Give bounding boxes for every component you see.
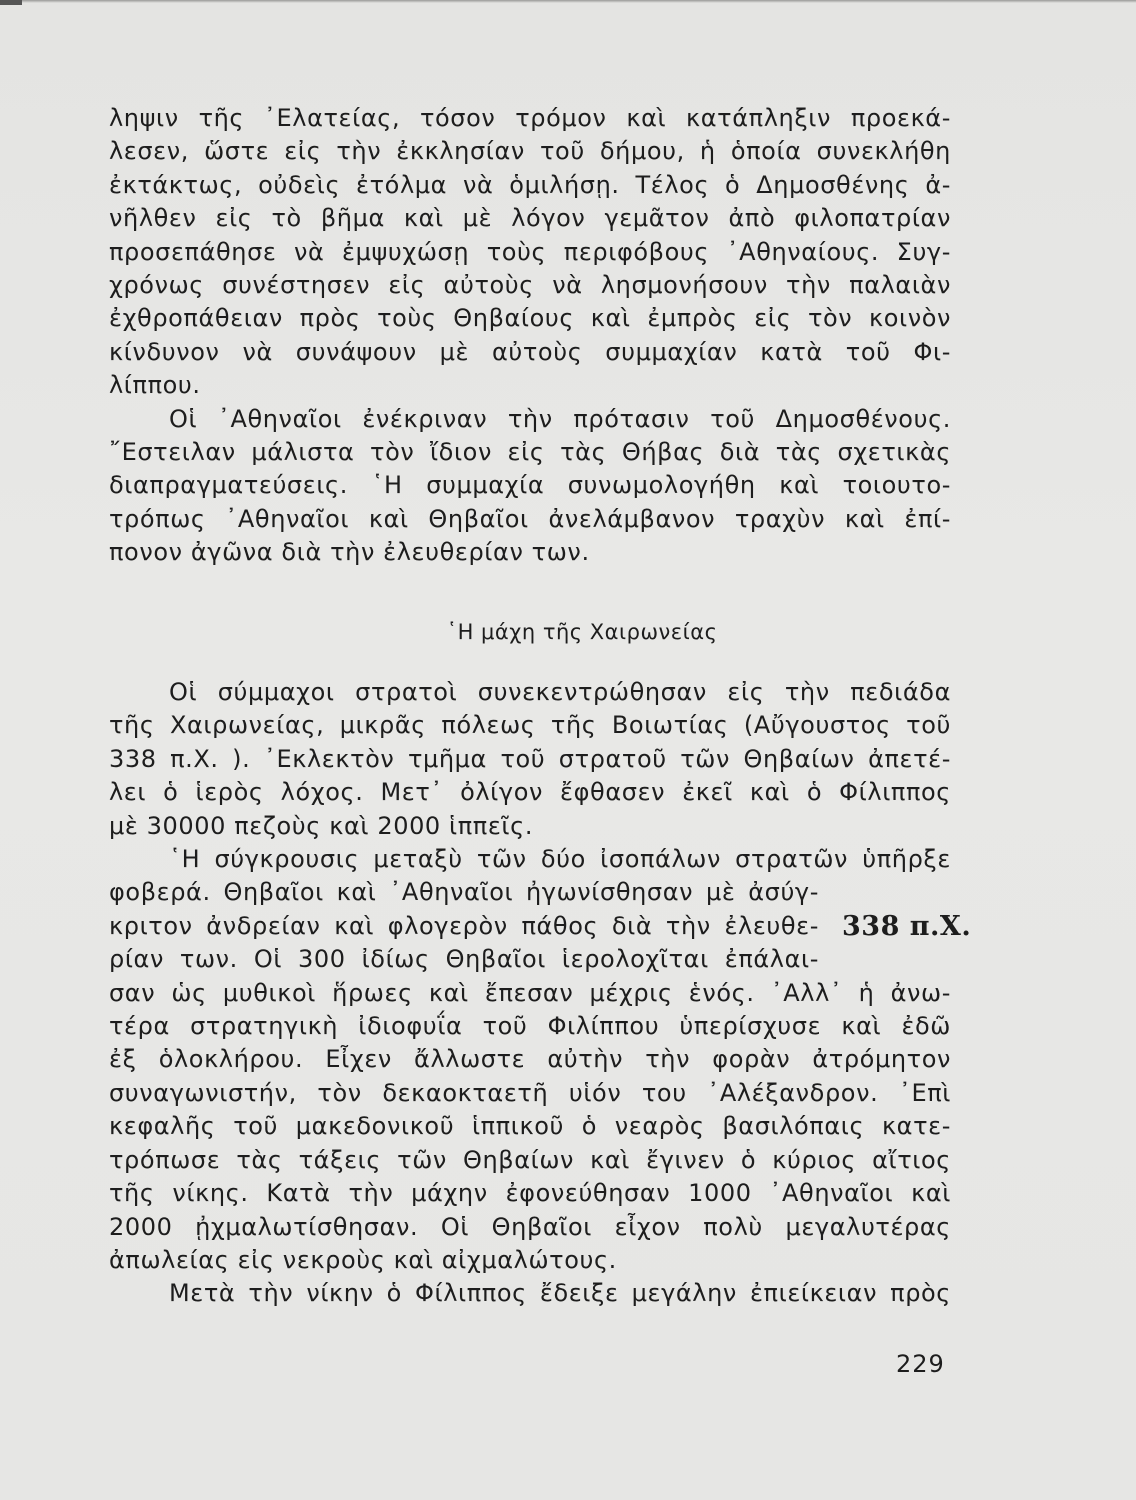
text-line: τῆς Χαιρωνείας, μικρᾶς πόλεως τῆς Βοιωτίας (Αὔγουστος τοῦ xyxy=(109,711,951,740)
text-line: μὲ 30000 πεζοὺς καὶ 2000 ἱππεῖς. xyxy=(109,811,534,840)
section-heading-text: ῾Η μάχη τῆς Χαιρωνείας xyxy=(446,620,718,644)
text-line: κεφαλῆς τοῦ μακεδονικοῦ ἱππικοῦ ὁ νεαρὸς βασιλόπαις κατε- xyxy=(109,1112,951,1141)
page-top-edge xyxy=(0,0,1136,3)
text-line: ῎Εστειλαν μάλιστα τὸν ἴδιον εἰς τὰς Θήβας διὰ τὰς σχετικὰς xyxy=(109,438,951,467)
text-line: κίνδυνον νὰ συνάψουν μὲ αὐτοὺς συμμαχίαν κατὰ τοῦ Φι- xyxy=(109,337,951,366)
text-line: τῆς νίκης. Κατὰ τὴν μάχην ἐφονεύθησαν 1000 ᾿Αθηναῖοι καὶ xyxy=(109,1179,951,1208)
corner-scan-mark xyxy=(0,0,22,5)
page-number: 229 xyxy=(896,1350,945,1378)
paragraph-2 xyxy=(109,403,951,570)
text-line: λεσεν, ὥστε εἰς τὴν ἐκκλησίαν τοῦ δήμου, ἡ ὁποία συνεκλήθη xyxy=(109,137,951,166)
paragraph-1 xyxy=(109,102,951,403)
text-line: ἐκτάκτως, οὐδεὶς ἐτόλμα νὰ ὁμιλήσῃ. Τέλος ὁ Δημοσθένης ἀ- xyxy=(109,170,951,199)
text-line: Οἱ ᾿Αθηναῖοι ἐνέκριναν τὴν πρότασιν τοῦ Δημοσθένους. xyxy=(169,404,951,433)
text-block-top xyxy=(109,102,951,570)
text-line: προσεπάθησε νὰ ἐμψυχώσῃ τοὺς περιφόβους ᾿Αθηναίους. Συγ- xyxy=(109,237,951,266)
text-line: νῆλθεν εἰς τὸ βῆμα καὶ μὲ λόγον γεμᾶτον ἀπὸ φιλοπατρίαν xyxy=(109,204,951,233)
text-line: τρόπωσε τὰς τάξεις τῶν Θηβαίων καὶ ἔγινεν ὁ κύριος αἴτιος xyxy=(109,1145,951,1174)
text-line: φοβερά. Θηβαῖοι καὶ ᾿Αθηναῖοι ἠγωνίσθησαν μὲ ἀσύγ- xyxy=(109,878,819,907)
text-line: πονον ἀγῶνα διὰ τὴν ἐλευθερίαν των. xyxy=(109,538,590,567)
text-line: λει ὁ ἱερὸς λόχος. Μετ᾿ ὀλίγον ἔφθασεν ἐκεῖ καὶ ὁ Φίλιππος xyxy=(109,778,951,807)
text-line: 2000 ᾐχμαλωτίσθησαν. Οἱ Θηβαῖοι εἶχον πολὺ μεγαλυτέρας xyxy=(109,1212,951,1241)
text-line: Οἱ σύμμαχοι στρατοὶ συνεκεντρώθησαν εἰς τὴν πεδιάδα xyxy=(169,678,951,706)
paragraph-3 xyxy=(109,676,951,843)
text-line: ἐχθροπάθειαν πρὸς τοὺς Θηβαίους καὶ ἐμπρὸς εἰς τὸν κοινὸν xyxy=(109,304,951,333)
text-line: τρόπως ᾿Αθηναῖοι καὶ Θηβαῖοι ἀνελάμβανον τραχὺν καὶ ἐπί- xyxy=(109,504,951,533)
text-line: λίππου. xyxy=(109,371,201,400)
text-line: ληψιν τῆς ᾿Ελατείας, τόσον τρόμον καὶ κατάπληξιν προεκά- xyxy=(109,104,951,132)
text-line: κριτον ἀνδρείαν καὶ φλογερὸν πάθος διὰ τὴν ἐλευθε- xyxy=(109,911,819,940)
paragraph-5 xyxy=(109,1277,951,1310)
text-line: ἐξ ὁλοκλήρου. Εἶχεν ἄλλωστε αὐτὴν τὴν φορὰν ἀτρόμητον xyxy=(109,1045,951,1074)
text-line: 338 π.Χ. ). ᾿Εκλεκτὸν τμῆμα τοῦ στρατοῦ τῶν Θηβαίων ἀπετέ- xyxy=(109,744,951,773)
margin-date-note: 338 π.Χ. xyxy=(842,911,972,942)
text-line: Μετὰ τὴν νίκην ὁ Φίλιππος ἔδειξε μεγάλην ἐπιείκειαν πρὸς xyxy=(169,1279,951,1308)
text-line: συναγωνιστήν, τὸν δεκαοκταετῆ υἱόν του ᾿Αλέξανδρον. ᾿Επὶ xyxy=(109,1078,951,1107)
text-line: ῾Η σύγκρουσις μεταξὺ τῶν δύο ἰσοπάλων στρατῶν ὑπῆρξε xyxy=(169,845,951,874)
text-line: ρίαν των. Οἱ 300 ἰδίως Θηβαῖοι ἱερολοχῖται ἐπάλαι- xyxy=(109,945,819,974)
section-heading xyxy=(0,620,1136,644)
text-line: τέρα στρατηγικὴ ἰδιοφυΐα τοῦ Φιλίππου ὑπερίσχυσε καὶ ἐδῶ xyxy=(109,1012,951,1041)
text-line: σαν ὡς μυθικοὶ ἥρωες καὶ ἔπεσαν μέχρις ἑνός. ᾿Αλλ᾿ ἡ ἀνω- xyxy=(109,978,951,1007)
text-line: ἀπωλείας εἰς νεκροὺς καὶ αἰχμαλώτους. xyxy=(109,1245,617,1274)
paragraph-4 xyxy=(109,843,951,1277)
text-block-bottom xyxy=(109,676,951,1311)
text-line: χρόνως συνέστησεν εἰς αὐτοὺς νὰ λησμονήσουν τὴν παλαιὰν xyxy=(109,271,951,300)
text-line: διαπραγματεύσεις. ῾Η συμμαχία συνωμολογήθη καὶ τοιουτο- xyxy=(109,471,951,500)
